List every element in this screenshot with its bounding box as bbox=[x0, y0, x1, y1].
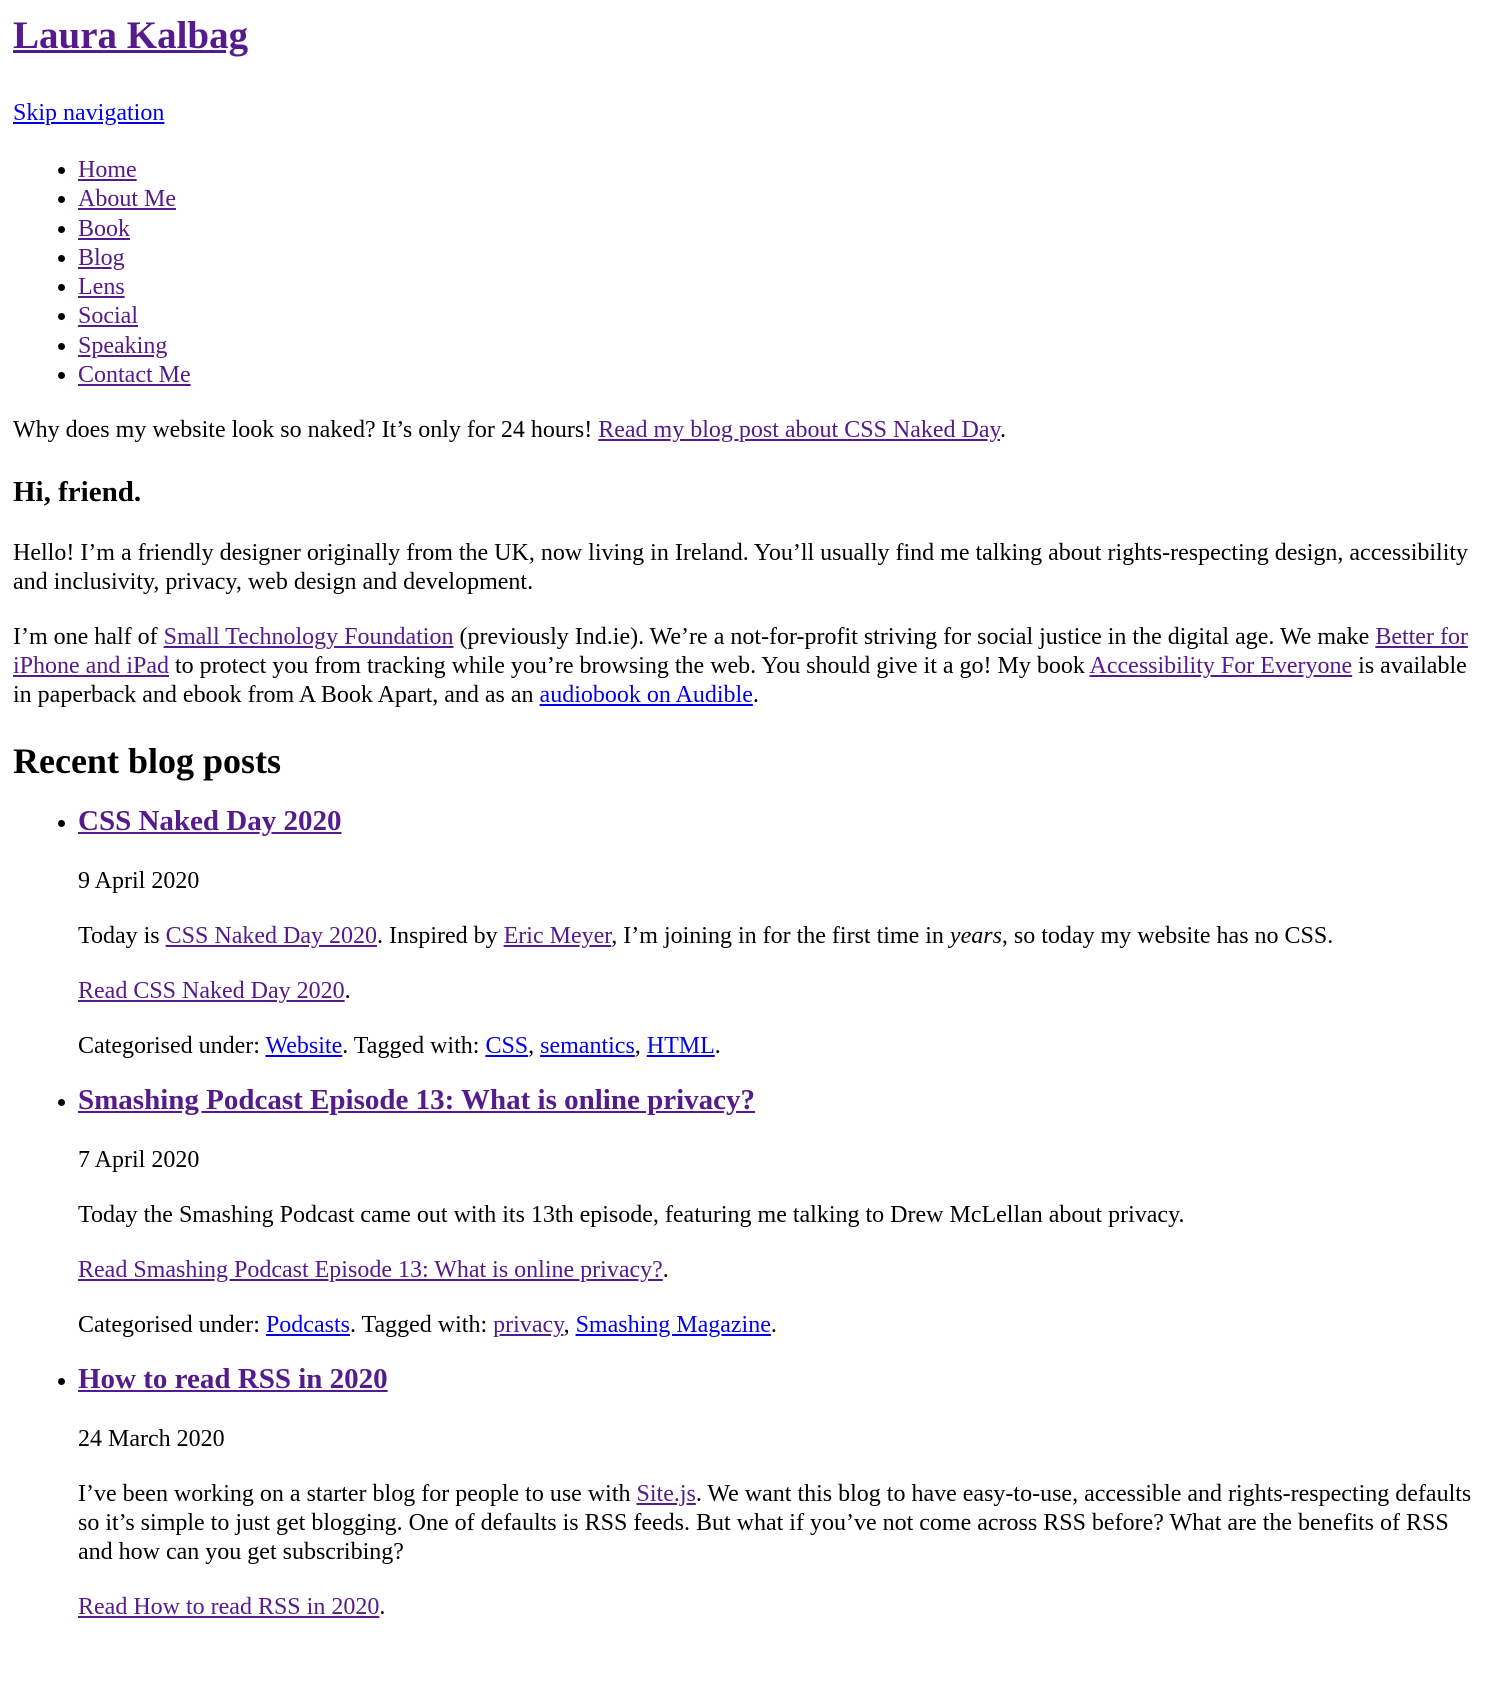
intro-text-e: . bbox=[752, 682, 759, 709]
post-title-link[interactable]: Smashing Podcast Episode 13: What is online privacy? bbox=[78, 1084, 756, 1117]
book-link[interactable]: Accessibility For Everyone bbox=[1089, 653, 1353, 680]
post-date: 9 April 2020 bbox=[78, 868, 200, 895]
post-read-more bbox=[78, 1256, 1487, 1285]
nav-link-book[interactable]: Book bbox=[78, 215, 131, 242]
categorised-label: Categorised under: bbox=[78, 1312, 266, 1339]
nav-link-about[interactable]: About Me bbox=[78, 186, 176, 213]
skip-navigation bbox=[13, 99, 1487, 128]
nav-item-home bbox=[78, 156, 1487, 185]
summary-text: , so today my website has no CSS. bbox=[1001, 923, 1334, 950]
post-date: 7 April 2020 bbox=[78, 1147, 200, 1174]
nav-item-speaking bbox=[78, 332, 1487, 361]
post-title bbox=[78, 804, 1487, 838]
post-read-more bbox=[78, 1593, 1487, 1622]
tag-link[interactable]: HTML bbox=[646, 1033, 715, 1060]
site-js-link[interactable]: Site.js bbox=[636, 1481, 696, 1508]
summary-text: , I’m joining in for the first time in bbox=[611, 923, 950, 950]
post-summary: Today the Smashing Podcast came out with its 13th episode, featuring me talking to Drew McLellan about privacy. bbox=[78, 1202, 1185, 1229]
period: . bbox=[662, 1257, 669, 1284]
post-title-link[interactable]: How to read RSS in 2020 bbox=[78, 1363, 388, 1396]
period: . bbox=[770, 1312, 777, 1339]
post-summary bbox=[78, 1480, 1487, 1567]
audiobook-link[interactable]: audiobook on Audible bbox=[539, 682, 753, 709]
nav-item-blog bbox=[78, 244, 1487, 273]
separator: , bbox=[634, 1033, 647, 1060]
tagged-label: . Tagged with: bbox=[349, 1312, 494, 1339]
post-title bbox=[78, 1083, 1487, 1117]
nav-item-about bbox=[78, 185, 1487, 214]
main-nav bbox=[13, 156, 1487, 390]
nav-link-speaking[interactable]: Speaking bbox=[78, 332, 168, 359]
better-link[interactable]: Better for iPhone and iPad bbox=[13, 624, 1468, 680]
post-summary bbox=[78, 922, 1487, 951]
small-technology-foundation-link[interactable]: Small Technology Foundation bbox=[163, 624, 454, 651]
tag-link[interactable]: Smashing Magazine bbox=[575, 1312, 771, 1339]
nav-link-contact[interactable]: Contact Me bbox=[78, 362, 191, 389]
css-naked-day-site-link[interactable]: CSS Naked Day 2020 bbox=[165, 923, 377, 950]
tag-link[interactable]: semantics bbox=[540, 1033, 635, 1060]
post-item bbox=[78, 1083, 1487, 1340]
tag-link[interactable]: privacy bbox=[493, 1312, 564, 1339]
intro-text-c: to protect you from tracking while you’re browsing the web. You should give it a go! My book bbox=[169, 653, 1090, 680]
greeting-heading: Hi, friend. bbox=[13, 476, 142, 509]
summary-text: . We want this blog to have easy-to-use, accessible and rights-respecting defaults so it’s simple to just get blogging. One of defaults is RSS feeds. But what if you’ve not come across RSS before? What are the benefits of RSS and how can you get subscribing? bbox=[78, 1481, 1472, 1566]
site-title-link[interactable]: Laura Kalbag bbox=[13, 14, 249, 57]
categorised-label: Categorised under: bbox=[78, 1033, 266, 1060]
post-title-link[interactable]: CSS Naked Day 2020 bbox=[78, 805, 342, 838]
tag-link[interactable]: CSS bbox=[485, 1033, 529, 1060]
intro-text-b: (previously Ind.ie). We’re a not-for-profit striving for social justice in the digital age. We make bbox=[453, 624, 1376, 651]
post-read-more bbox=[78, 977, 1487, 1006]
period: . bbox=[714, 1033, 721, 1060]
naked-day-notice bbox=[13, 416, 1487, 445]
post-item bbox=[78, 1362, 1487, 1622]
eric-meyer-link[interactable]: Eric Meyer bbox=[503, 923, 612, 950]
summary-text: I’ve been working on a starter blog for people to use with bbox=[78, 1481, 637, 1508]
nav-link-social[interactable]: Social bbox=[78, 303, 138, 330]
period: . bbox=[379, 1594, 386, 1621]
summary-text: . Inspired by bbox=[376, 923, 504, 950]
separator: , bbox=[563, 1312, 576, 1339]
nav-link-home[interactable]: Home bbox=[78, 157, 137, 183]
nav-item-book bbox=[78, 215, 1487, 244]
nav-item-lens bbox=[78, 273, 1487, 302]
intro-text-d: is available in paperback and ebook from A Book Apart, and as an bbox=[13, 653, 1467, 709]
nav-item-social bbox=[78, 302, 1487, 331]
intro-paragraph-1: Hello! I’m a friendly designer originally from the UK, now living in Ireland. You’ll usually find me talking about rights-respecting design, accessibility and inclusivity, privacy, web design and development. bbox=[13, 540, 1469, 596]
recent-posts-heading: Recent blog posts bbox=[13, 741, 281, 782]
notice-link[interactable]: Read my blog post about CSS Naked Day bbox=[598, 417, 1000, 444]
post-categories bbox=[78, 1311, 1487, 1340]
read-more-link[interactable]: Read CSS Naked Day 2020 bbox=[78, 978, 345, 1005]
notice-end: . bbox=[999, 417, 1006, 444]
nav-link-blog[interactable]: Blog bbox=[78, 244, 125, 271]
read-more-link[interactable]: Read How to read RSS in 2020 bbox=[78, 1594, 380, 1621]
category-link[interactable]: Podcasts bbox=[265, 1312, 350, 1339]
nav-item-contact bbox=[78, 361, 1487, 390]
intro-paragraph-2 bbox=[13, 623, 1487, 710]
post-title bbox=[78, 1362, 1487, 1396]
post-categories bbox=[78, 1032, 1487, 1061]
site-title bbox=[13, 13, 1487, 59]
post-date: 24 March 2020 bbox=[78, 1426, 225, 1453]
summary-emphasis: years bbox=[949, 923, 1002, 950]
read-more-link[interactable]: Read Smashing Podcast Episode 13: What is online privacy? bbox=[78, 1257, 663, 1284]
intro-text-a: I’m one half of bbox=[13, 624, 164, 651]
period: . bbox=[344, 978, 351, 1005]
skip-navigation-link[interactable]: Skip navigation bbox=[13, 100, 165, 126]
notice-text: Why does my website look so naked? It’s only for 24 hours! bbox=[13, 417, 599, 444]
tagged-label: . Tagged with: bbox=[342, 1033, 486, 1060]
site-header bbox=[13, 13, 1487, 390]
recent-posts-list bbox=[13, 804, 1487, 1622]
summary-text: Today is bbox=[78, 923, 166, 950]
post-item bbox=[78, 804, 1487, 1061]
nav-link-lens[interactable]: Lens bbox=[78, 274, 125, 301]
category-link[interactable]: Website bbox=[265, 1033, 343, 1060]
separator: , bbox=[528, 1033, 541, 1060]
